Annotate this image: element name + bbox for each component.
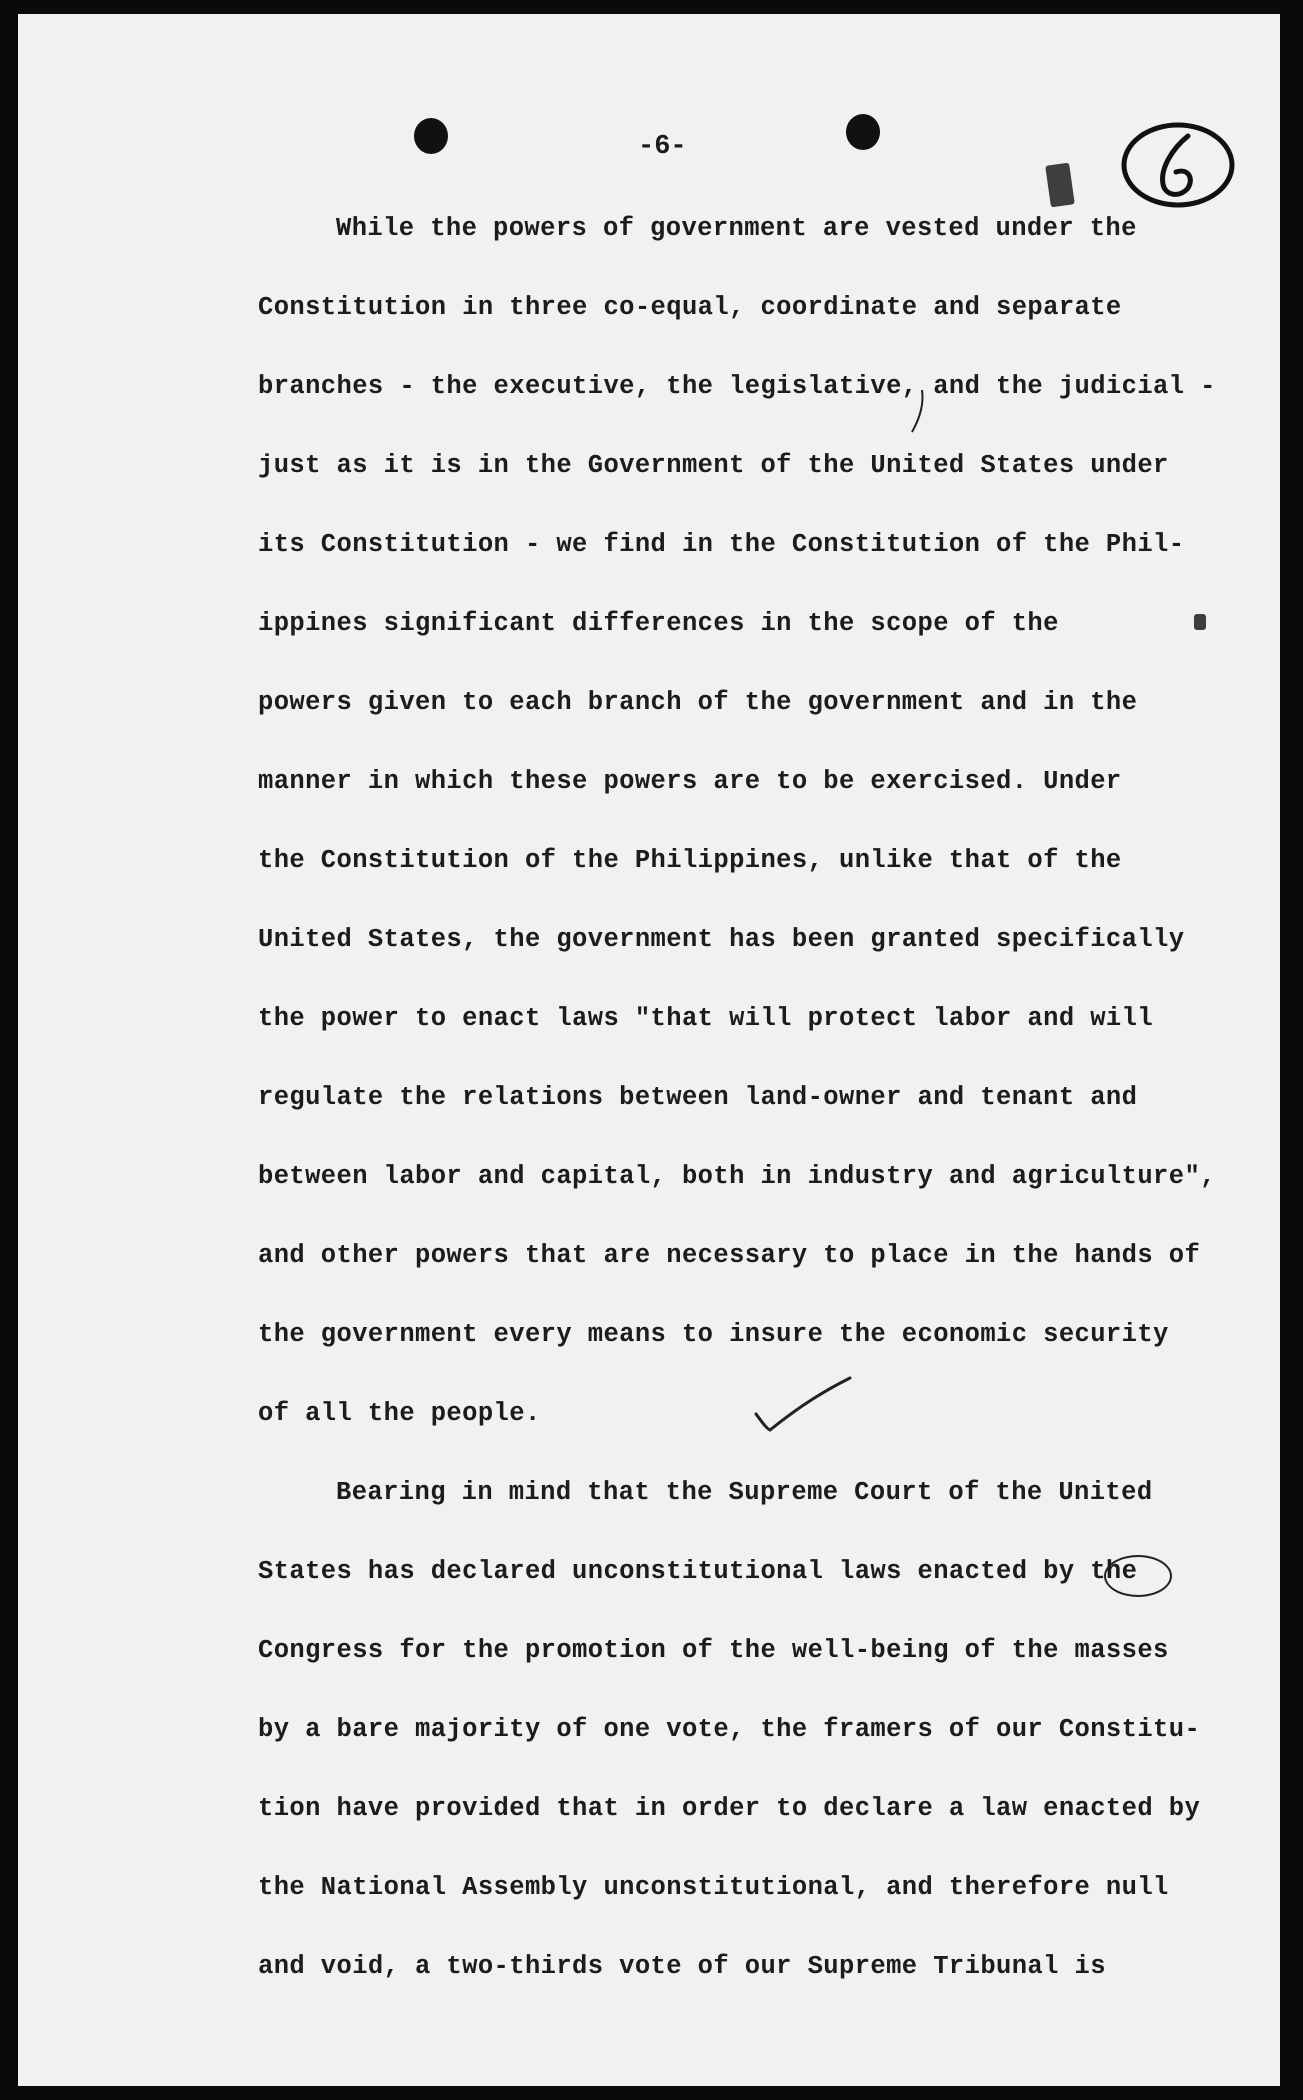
paragraph-line: branches - the executive, the legislative, and the judicial - [258,372,1216,401]
paragraph-line: of all the people. [258,1399,541,1428]
checkmark-icon [754,1374,854,1434]
paragraph-line: States has declared unconstitutional laws enacted by the [258,1557,1138,1586]
paragraph-line: the Constitution of the Philippines, unlike that of the [258,846,1122,875]
paragraph-line: the National Assembly unconstitutional, and therefore null [258,1873,1169,1902]
paragraph-line: United States, the government has been granted specifically [258,925,1185,954]
paragraph-line: Congress for the promotion of the well-being of the masses [258,1636,1169,1665]
scan-border-left [0,0,18,2100]
paragraph-line: powers given to each branch of the government and in the [258,688,1138,717]
paragraph-line: by a bare majority of one vote, the framers of our Constitu- [258,1715,1201,1744]
document-page [18,14,1280,2086]
scan-border-top [0,0,1303,14]
punch-hole-icon [414,118,448,154]
handwritten-page-number-icon [1118,118,1238,212]
paragraph-line: tion have provided that in order to declare a law enacted by [258,1794,1201,1823]
paragraph-line: manner in which these powers are to be exercised. Under [258,767,1122,796]
paragraph-line: While the powers of government are vested under the [336,214,1137,243]
paragraph-line: just as it is in the Government of the United States under [258,451,1169,480]
paragraph-line: between labor and capital, both in industry and agriculture", [258,1162,1216,1191]
ink-smudge [1045,163,1075,208]
paragraph-line: the government every means to insure the economic security [258,1320,1169,1349]
paragraph-line: its Constitution - we find in the Constitution of the Phil- [258,530,1185,559]
paragraph-line: and other powers that are necessary to place in the hands of [258,1241,1201,1270]
scan-border-bottom [0,2086,1303,2100]
paragraph-line: the power to enact laws "that will protect labor and will [258,1004,1154,1033]
ink-smudge [1194,614,1206,630]
paragraph-line: Constitution in three co-equal, coordinate and separate [258,293,1122,322]
punch-hole-icon [846,114,880,150]
paragraph-line: Bearing in mind that the Supreme Court of the United [336,1478,1153,1507]
paragraph-line: ippines significant differences in the scope of the [258,609,1059,638]
paragraph-line: and void, a two-thirds vote of our Supreme Tribunal is [258,1952,1106,1981]
page-number: -6- [638,132,687,162]
scan-border-right [1280,0,1303,2100]
paragraph-line: regulate the relations between land-owner and tenant and [258,1083,1138,1112]
